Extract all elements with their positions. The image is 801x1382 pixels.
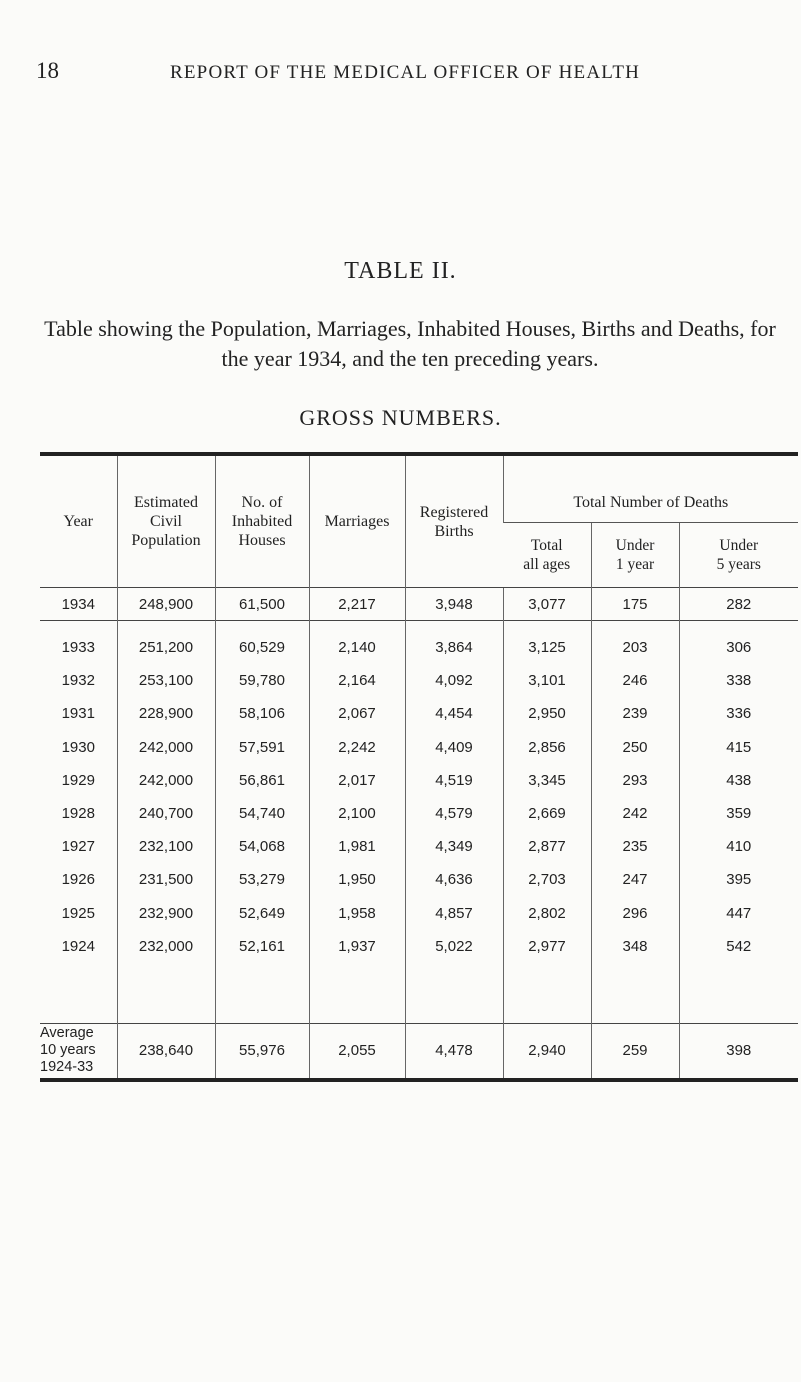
subheading: GROSS NUMBERS. — [299, 405, 502, 430]
marriages-cell: 2,017 — [309, 764, 405, 797]
deaths-under5-cell: 542 — [679, 930, 798, 963]
table-title: TABLE II. — [344, 258, 457, 284]
deaths-under5-cell: 410 — [679, 830, 798, 863]
marriages-cell: 2,164 — [309, 664, 405, 697]
births-cell: 4,857 — [405, 897, 503, 930]
marriages-cell: 2,217 — [309, 588, 405, 621]
population-cell: 232,000 — [117, 930, 215, 963]
deaths-under5-cell: 395 — [679, 863, 798, 896]
deaths-under5-cell: 359 — [679, 797, 798, 830]
marriages-cell: 2,055 — [309, 1023, 405, 1080]
marriages-cell: 2,100 — [309, 797, 405, 830]
table-row — [40, 631, 798, 664]
population-cell: 248,900 — [117, 588, 215, 621]
population-cell: 253,100 — [117, 664, 215, 697]
births-cell: 3,948 — [405, 588, 503, 621]
deaths-under5-cell: 338 — [679, 664, 798, 697]
deaths-total-cell: 3,345 — [503, 764, 591, 797]
year-cell: 1927 — [61, 838, 95, 856]
spacer-row — [40, 963, 798, 1024]
population-cell: 240,700 — [117, 797, 215, 830]
marriages-header: Marriages — [309, 454, 405, 588]
table-row — [40, 830, 798, 863]
year-cell: 1924 — [61, 937, 95, 955]
births-cell: 4,349 — [405, 830, 503, 863]
table-row — [40, 731, 798, 764]
statistics-table — [40, 452, 798, 1082]
average-row — [40, 1023, 798, 1080]
deaths-total-cell: 2,940 — [503, 1023, 591, 1080]
year-cell: 1926 — [61, 871, 95, 889]
deaths-under1-cell: 293 — [591, 764, 679, 797]
population-cell: 228,900 — [117, 697, 215, 730]
houses-cell: 54,740 — [215, 797, 309, 830]
births-cell: 4,636 — [405, 863, 503, 896]
deaths-under1-cell: 203 — [591, 631, 679, 664]
houses-cell: 56,861 — [215, 764, 309, 797]
deaths-under1-cell: 250 — [591, 731, 679, 764]
deaths-under5-cell: 282 — [679, 588, 798, 621]
population-cell: 232,900 — [117, 897, 215, 930]
table-row — [40, 697, 798, 730]
houses-cell: 53,279 — [215, 863, 309, 896]
births-cell: 4,092 — [405, 664, 503, 697]
deaths-group-header: Total Number of Deaths — [503, 454, 798, 523]
deaths-under5-cell: 415 — [679, 731, 798, 764]
births-cell: 5,022 — [405, 930, 503, 963]
population-cell: 238,640 — [117, 1023, 215, 1080]
deaths-total-cell: 2,669 — [503, 797, 591, 830]
deaths-total-cell: 3,077 — [503, 588, 591, 621]
marriages-cell: 2,067 — [309, 697, 405, 730]
deaths-under1-cell: 247 — [591, 863, 679, 896]
houses-cell: 60,529 — [215, 631, 309, 664]
average-label: Average 10 years 1924-33 — [40, 1023, 117, 1080]
marriages-cell: 2,140 — [309, 631, 405, 664]
separator-row — [40, 621, 798, 632]
houses-cell: 52,161 — [215, 930, 309, 963]
deaths-under5-cell: 336 — [679, 697, 798, 730]
houses-cell: 59,780 — [215, 664, 309, 697]
deaths-under5-header: Under 5 years — [679, 523, 798, 588]
year-cell: 1931 — [61, 705, 95, 723]
table-row — [40, 664, 798, 697]
deaths-under1-cell: 246 — [591, 664, 679, 697]
year-cell: 1932 — [61, 672, 95, 690]
houses-cell: 58,106 — [215, 697, 309, 730]
births-cell: 4,409 — [405, 731, 503, 764]
table-row — [40, 897, 798, 930]
year-cell: 1933 — [61, 639, 95, 657]
deaths-total-header: Total all ages — [503, 523, 591, 588]
births-cell: 4,519 — [405, 764, 503, 797]
marriages-cell: 1,981 — [309, 830, 405, 863]
page-number: 18 — [36, 58, 59, 83]
houses-cell: 55,976 — [215, 1023, 309, 1080]
deaths-under5-cell: 438 — [679, 764, 798, 797]
population-cell: 232,100 — [117, 830, 215, 863]
marriages-cell: 1,950 — [309, 863, 405, 896]
table-row — [40, 930, 798, 963]
population-cell: 242,000 — [117, 764, 215, 797]
deaths-total-cell: 3,125 — [503, 631, 591, 664]
year-cell: 1928 — [61, 805, 95, 823]
year-cell: 1925 — [61, 904, 95, 922]
deaths-total-cell: 2,977 — [503, 930, 591, 963]
deaths-total-cell: 2,877 — [503, 830, 591, 863]
year-cell: 1930 — [61, 738, 95, 756]
deaths-under1-cell: 296 — [591, 897, 679, 930]
deaths-total-cell: 2,950 — [503, 697, 591, 730]
marriages-cell: 1,937 — [309, 930, 405, 963]
deaths-under1-cell: 348 — [591, 930, 679, 963]
births-cell: 3,864 — [405, 631, 503, 664]
houses-cell: 52,649 — [215, 897, 309, 930]
table-row-1934 — [40, 588, 798, 621]
deaths-under1-cell: 239 — [591, 697, 679, 730]
table-caption: Table showing the Population, Marriages, Inhabited Houses, Births and Deaths, for the year 1934, and the ten preceding years. — [44, 316, 776, 371]
houses-cell: 61,500 — [215, 588, 309, 621]
deaths-total-cell: 3,101 — [503, 664, 591, 697]
deaths-total-cell: 2,802 — [503, 897, 591, 930]
houses-cell: 54,068 — [215, 830, 309, 863]
births-cell: 4,478 — [405, 1023, 503, 1080]
births-cell: 4,454 — [405, 697, 503, 730]
deaths-total-cell: 2,703 — [503, 863, 591, 896]
year-header: Year — [63, 513, 93, 530]
table-row — [40, 797, 798, 830]
houses-header: No. of Inhabited Houses — [215, 454, 309, 588]
population-cell: 251,200 — [117, 631, 215, 664]
deaths-total-cell: 2,856 — [503, 731, 591, 764]
deaths-under5-cell: 398 — [679, 1023, 798, 1080]
deaths-under5-cell: 306 — [679, 631, 798, 664]
deaths-under1-cell: 175 — [591, 588, 679, 621]
table-row — [40, 764, 798, 797]
population-cell: 242,000 — [117, 731, 215, 764]
births-header: Registered Births — [405, 454, 503, 588]
marriages-cell: 2,242 — [309, 731, 405, 764]
year-cell: 1929 — [61, 771, 95, 789]
deaths-under1-cell: 242 — [591, 797, 679, 830]
table-row — [40, 863, 798, 896]
running-title: REPORT OF THE MEDICAL OFFICER OF HEALTH — [170, 62, 641, 83]
population-header: Estimated Civil Population — [117, 454, 215, 588]
houses-cell: 57,591 — [215, 731, 309, 764]
population-cell: 231,500 — [117, 863, 215, 896]
marriages-cell: 1,958 — [309, 897, 405, 930]
deaths-under1-cell: 259 — [591, 1023, 679, 1080]
births-cell: 4,579 — [405, 797, 503, 830]
year-cell: 1934 — [40, 588, 117, 621]
deaths-under5-cell: 447 — [679, 897, 798, 930]
deaths-under1-cell: 235 — [591, 830, 679, 863]
deaths-under1-header: Under 1 year — [591, 523, 679, 588]
